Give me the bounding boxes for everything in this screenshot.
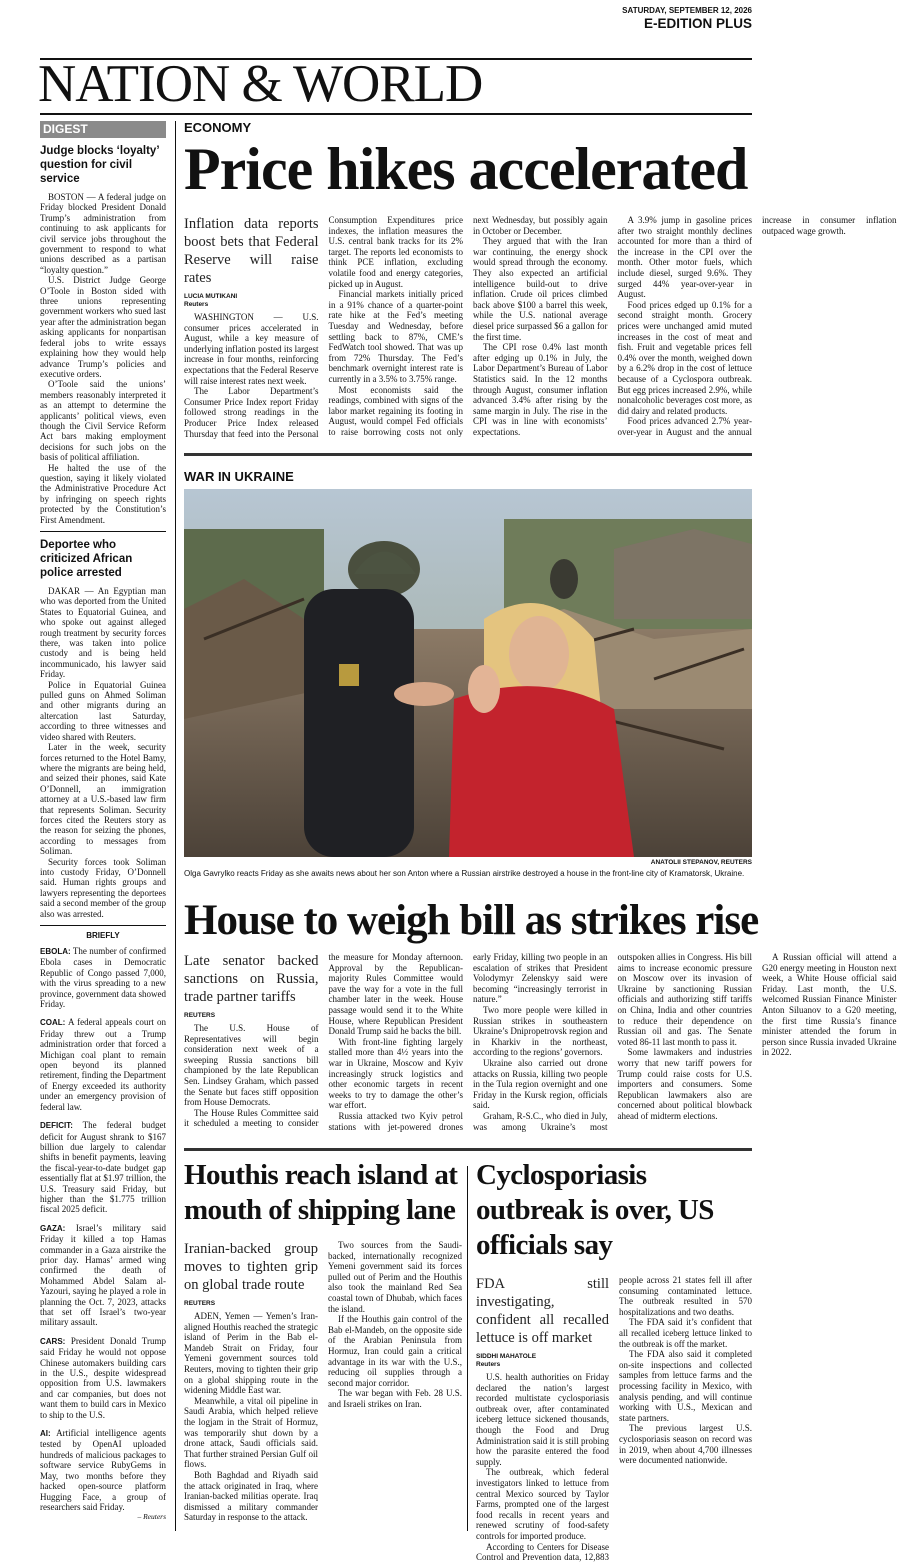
digest-column (40, 121, 166, 1531)
house-story (184, 896, 897, 1166)
brief-item: GAZA: Israel’s military said Friday it killed a top Hamas commander in a Gaza airstrike the prior day. Hamas’ armed wing confirmed the death of Mohammed Abdel Salam al-Yazouri, saying he played a role in planning the Oct. 7, 2023, attacks that set off Israel’s two-year military assault. (40, 1222, 166, 1328)
digest-divider (40, 925, 166, 926)
edition-date: SATURDAY, SEPTEMBER 12, 2026 (622, 6, 752, 15)
section-title: NATION & WORLD (38, 55, 483, 113)
lead-kicker: ECONOMY (184, 120, 252, 135)
digest-headline: Deportee who criticized African police arrested (40, 539, 133, 579)
digest-item (40, 538, 166, 919)
house-headline: House to weigh bill as strikes rise (184, 897, 759, 944)
digest-label: DIGEST (40, 121, 166, 138)
houthis-story (184, 1158, 462, 1533)
war-photo-image (184, 489, 752, 857)
lead-byline-org: Reuters (184, 301, 209, 308)
cyclo-headline: Cyclosporiasis outbreak is over, US officials say (476, 1159, 714, 1261)
brief-item: EBOLA: The number of confirmed Ebola cases in Democratic Republic of Congo passed 7,000, with the virus spreading to a new province, government data showed Friday. (40, 946, 166, 1010)
edition-name: E-EDITION PLUS (643, 16, 752, 31)
masthead-rule-bottom (40, 113, 752, 115)
briefs-credit: – Reuters (137, 1512, 166, 1522)
houthis-headline: Houthis reach island at mouth of shipping lane (184, 1159, 458, 1226)
lead-story-rule (184, 453, 752, 456)
houthis-byline-org: REUTERS (184, 1300, 216, 1307)
war-photo (184, 489, 752, 857)
digest-column-rule (175, 121, 176, 1531)
brief-item: CARS: President Donald Trump said Friday he would not oppose Chinese automakers building cars in the U.S., despite widespread opposition from U.S. lawmakers and car companies, but does not want them to build cars in Mexico to ship to the U.S. (40, 1335, 166, 1420)
cyclo-body: FDA still investigating, confident all recalled lettuce is off market SIDDHI MAHATOLE Reuters U.S. health authorities on Friday declared the nation’s largest recorded multistate cyclosporiasis outbreak over, after contaminated iceberg lettuce sickened thousands, though the Food and Drug Administration said it is still probing how the parasite entered the food supply. The outbreak, which federal investigators linked to lettuce from central Mexico sourced by Taylor Farms, prompted one of the largest food recalls in recent years and renewed scrutiny of food-safety controls for imported produce. According to Centers for Disease Control and Prevention data, 12,883 people across 21 states fell ill after consuming contaminated lettuce. The outbreak resulted in 570 hospitalizations and two deaths. The FDA said it’s confident that all recalled iceberg lettuce linked to the outbreak is off the market. The FDA also said it completed on-site inspections and collected samples from lettuce farms and the processing facility in Mexico, with analysis pending, and will continue working with U.S., Mexican and state partners. The previous largest U.S. cyclosporiasis season on record was in 2019, when about 4,700 illnesses were documented nationwide. (476, 1275, 752, 1563)
briefly-label: BRIEFLY (86, 931, 120, 940)
houthis-body: Iranian-backed group moves to tighten grip on global trade route REUTERS ADEN, Yemen — Yemen’s Iran-aligned Houthis reached the strategic island of Perim in the Bab el-Mandeb Strait on Friday, four Yemeni government sources told Reuters, moving to tighten their grip on a global shipping route in the widening Middle East war. Meanwhile, a vital oil pipeline in Saudi Arabia, which helped relieve the logjam in the Strait of Hormuz, was temporarily shut down by a drone attack, Saudi officials said. That further strained Persian Gulf oil flows. Both Baghdad and Riyadh said the attack originated in Iraq, where Iranian-backed militias operate. Iraq dismissed a military commander Saturday in response to the attack. Two sources from the Saudi-backed, internationally recognized Yemeni government said its forces pulled out of Perim and the Houthis also took the mainland Red Sea coastal town of Dhubab, which faces the island. If the Houthis gain control of the Bab el-Mandeb, on the opposite side of the Arabian Peninsula from Hormuz, Iran could gain a critical advantage in its war with the U.S., reducing oil supplies through a second major corridor. The war began with Feb. 28 U.S. and Israeli strikes on Iran. (184, 1240, 462, 1523)
house-story-rule (184, 1148, 752, 1151)
lead-deck: Inflation data reports boost bets that Federal Reserve will raise rates (184, 216, 319, 286)
brief-item: COAL: A federal appeals court on Friday threw out a Trump administration order that forced a Michigan coal plant to remain open beyond its planned retirement, finding the Department of Energy exceeded its authority under an emergency provision of federal law. (40, 1017, 166, 1112)
cyclo-story (476, 1158, 752, 1563)
cyclo-byline: SIDDHI MAHATOLE (476, 1353, 537, 1360)
lead-byline: LUCIA MUTIKANI (184, 293, 238, 300)
lead-headline: Price hikes accelerated (184, 136, 748, 202)
brief-item: AI: Artificial intelligence agents tested by OpenAI uploaded hundreds of malicious packages to software service RubyGems in May, two months before they hacked open-source platform Hugging Face, a group of researchers said Friday. (40, 1428, 166, 1512)
digest-divider (40, 531, 166, 532)
house-body: Late senator backed sanctions on Russia, trade partner tariffs REUTERS The U.S. House of Representatives will begin consideration next week of a sweeping Russia sanctions bill championed by the late Republican Sen. Lindsey Graham, which passed the Senate but faces stiff opposition from House Democrats. The House Rules Committee said it scheduled a meeting to consider the measure for Monday afternoon. Approval by the Republican-majority Rules Committee would pave the way for a vote in the full chamber later in the week. House passage would send it to the White House, where Republican President Donald Trump said he backs the bill. With front-line fighting largely stalled more than 4½ years into the war in Ukraine, Moscow and Kyiv increasingly struck logistics and other economic targets in recent weeks to try to damage the other’s war effort. Russia attacked two Kyiv petrol stations with jet-powered drones early Friday, killing two people in an escalation of strikes that President Volodymyr Zelenskyy said were becoming “increasingly terrorist in nature.” Two more people were killed in Russian strikes in southeastern Ukraine’s Dnipropetrovsk region and in Kharkiv in the northeast, according to the regions’ governors. Ukraine also carried out drone attacks on Russia, killing two people in the Tula region overnight and one Friday in the Kursk region, officials said. Graham, R-S.C., who died in July, was among Ukraine’s most outspoken allies in Congress. His bill aims to increase economic pressure on Moscow over its invasion of Ukraine by sanctioning Russian officials and authorizing stiff tariffs on China, India and other countries to reduce their dependence on Russian oil and gas. The Senate voted 86-11 last month to pass it. Some lawmakers and industries worry that new tariff powers for Trump could raise costs for U.S. importers and consumers. Some Republican lawmakers also are concerned about political blowback ahead of midterm elections. A Russian official will attend a G20 energy meeting in Houston next week, a White House official said Friday. Last month, the U.S. welcomed Russian Finance Minister Anton Siluanov to a G20 meeting, the first time Russia’s finance minister attended the forum in person since Russia invaded Ukraine in 2022. (184, 952, 897, 1132)
bottom-column-rule (467, 1166, 468, 1531)
briefs-list (40, 946, 166, 1512)
cyclo-deck: FDA still investigating, confident all recalled lettuce is off market (476, 1276, 609, 1346)
houthis-deck: Iranian-backed group moves to tighten grip on global trade route (184, 1241, 318, 1293)
house-byline-org: REUTERS (184, 1012, 216, 1019)
digest-headline: Judge blocks ‘loyalty’ question for civil service (40, 145, 159, 185)
digest-body: BOSTON — A federal judge on Friday blocked President Donald Trump’s administration from continuing to ask applicants for civil service jobs throughout the government to respond to what unions described as a partisan “loyalty question.” U.S. District Judge George O’Toole in Boston sided with three unions representing government workers who sued last year after the administration began asking applicants for nonpartisan federal jobs to write essays explaining how they would help advance Trump’s policies and executive orders. O’Toole said the unions’ members reasonably interpreted it as an attempt to determine the applicants’ political views, even though the Civil Service Reform Act bars making employment decisions for such jobs on the basis of political affiliation. He halted the use of the question, saying it likely violated the Administrative Procedure Act by infringing on speech rights protected by the Constitution’s First Amendment. (40, 192, 166, 525)
digest-item (40, 144, 166, 525)
photo-caption: Olga Gavrylko reacts Friday as she awaits news about her son Anton where a Russian airstrike destroyed a house in the front-line city of Kramatorsk, Ukraine. (184, 869, 745, 878)
lead-story (184, 120, 897, 452)
war-kicker: WAR IN UKRAINE (184, 469, 294, 484)
photo-credit: ANATOLII STEPANOV, REUTERS (650, 859, 752, 866)
house-deck: Late senator backed sanctions on Russia, trade partner tariffs (184, 953, 319, 1005)
cyclo-byline-org: Reuters (476, 1361, 501, 1368)
brief-item: DEFICIT: The federal budget deficit for August shrank to $167 billion due largely to calendar shifts in benefit payments, leaving the fiscal-year-to-date budget gap essentially flat at $1.97 trillion, the U.S. Treasury said Friday, but higher than the $1.775 trillion fiscal 2025 deficit. (40, 1120, 166, 1215)
lead-body: Inflation data reports boost bets that Federal Reserve will raise rates LUCIA MUTIKANI Reuters WASHINGTON — U.S. consumer prices accelerated in August, while a key measure of underlying inflation posted its largest increase in four months, reinforcing expectations that the Federal Reserve will raise interest rates next week. The Labor Department’s Consumer Price Index report Friday followed strong readings in the Producer Price Index released Thursday that feed into the Personal Consumption Expenditures price indexes, the inflation measures the U.S. central bank tracks for its 2% target. The reports led economists to think PCE inflation, excluding volatile food and energy categories, picked up in August. Financial markets initially priced in a 91% chance of a quarter-point rate hike at the Fed’s meeting Tuesday and Wednesday, before settling back to 87%, CME’s FedWatch tool showed. That was up from 72% Thursday. The Fed’s benchmark overnight interest rate is currently in a 3.5% to 3.75% range. Most economists said the readings, combined with signs of the labor market regaining its footing in August, would compel Fed officials to raise borrowing costs not only next Wednesday, but possibly again in October or December. They argued that with the Iran war continuing, the energy shock would spread through the economy. They also expected an artificial intelligence build-out to drive inflation. Crude oil prices climbed back above $100 a barrel this week, while the U.S. national average diesel price surpassed $6 a gallon for the first time. The CPI rose 0.4% last month after edging up 0.1% in July, the Labor Department’s Bureau of Labor Statistics said. In the 12 months through August, consumer inflation advanced 3.4% after rising by the same margin in July. The rise in the CPI was in line with economists’ expectations. A 3.9% jump in gasoline prices after two straight monthly declines accounted for more than a third of the increase in the CPI over the month. Other motor fuels, which include diesel, surged 9.6%. They surged 44% year-over-year in August. Food prices edged up 0.1% for a second straight month. Grocery prices were unchanged amid muted increases in the cost of meat and fish. Fruit and vegetable prices fell 0.4% over the month, weighed down by a 6.2% drop in the cost of lettuce because of a Cyclospora outbreak. But egg prices increased 2.9%, while nonalcoholic beverages cost more, as did dairy and related products. Food prices advanced 2.7% year-over-year in August and the annual increase in consumer inflation outpaced wage growth. (184, 215, 897, 439)
digest-body: DAKAR — An Egyptian man who was deported from the United States to Equatorial Guinea, and who spoke out against alleged rough treatment by security forces there, was taken into police custody and is being held incommunicado, his lawyer said Friday. Police in Equatorial Guinea pulled guns on Ahmed Soliman and other migrants during an altercation last Saturday, according to three witnesses and video shared with Reuters. Later in the week, security forces returned to the Hotel Bamy, where the migrants are being held, and seized their phones, said Kate O’Donnell, an immigration attorney at a U.S.-based law firm that represents Soliman. Security forces cited the Reuters story as the reason for seizing the phones, according to messages from Soliman. Security forces took Soliman into custody Friday, O’Donnell said. Human rights groups and lawyers representing the deportees said a second member of the group also was arrested. (40, 586, 166, 919)
